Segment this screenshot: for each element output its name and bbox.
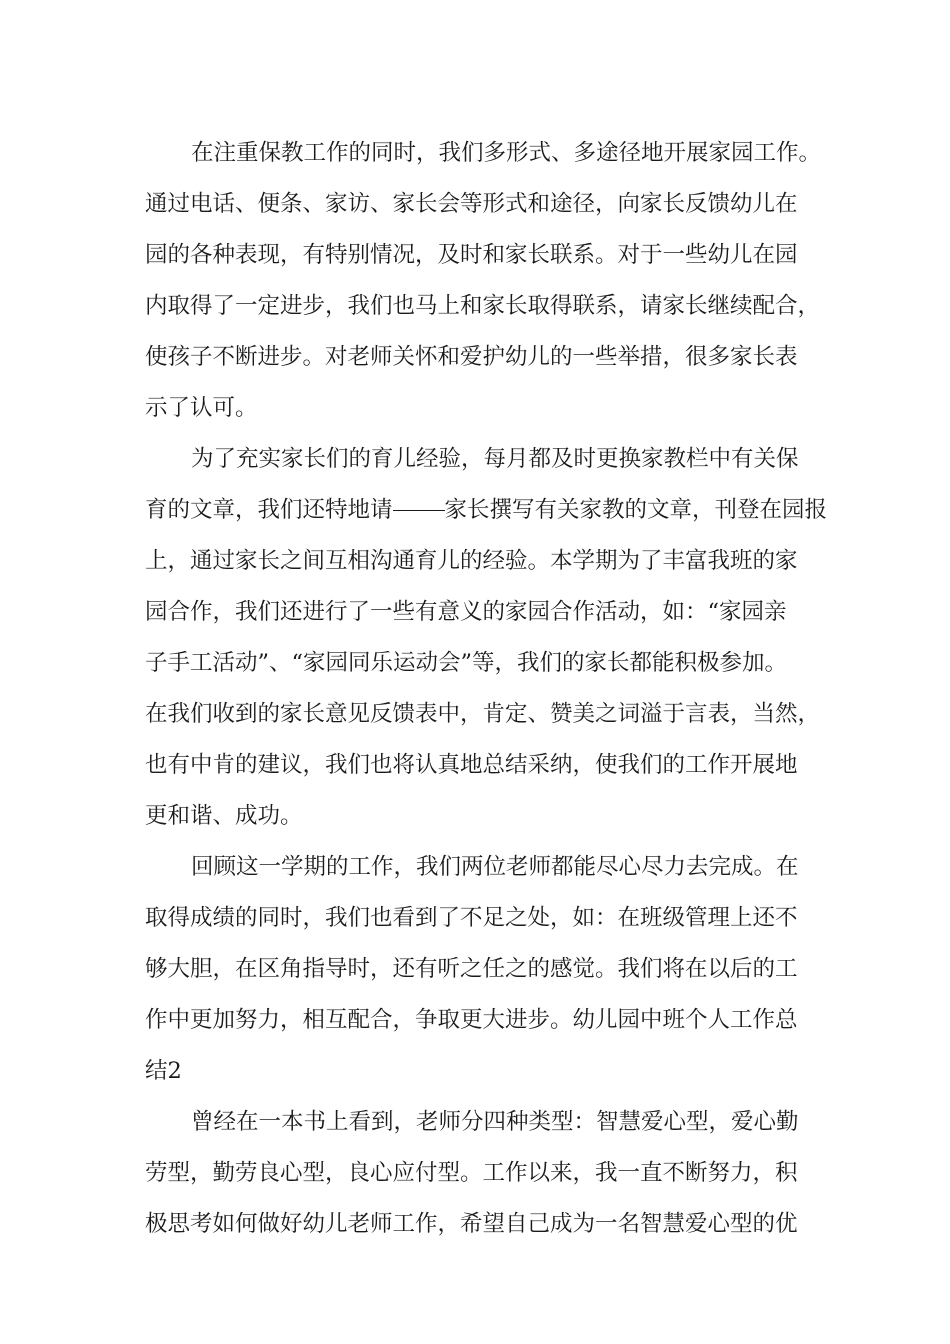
text-line: 也有中肯的建议，我们也将认真地总结采纳，使我们的工作开展地 xyxy=(145,752,798,778)
text-line: 在注重保教工作的同时，我们多形式、多途径地开展家园工作。 xyxy=(191,140,822,166)
fill-in-blank xyxy=(393,509,445,511)
text-line: 子手工活动”、“家园同乐运动会”等，我们的家长都能积极参加。 xyxy=(145,650,788,676)
text-line: 园的各种表现，有特别情况，及时和家长联系。对于一些幼儿在园 xyxy=(145,242,798,268)
text-line: 为了充实家长们的育儿经验，每月都及时更换家教栏中有关保 xyxy=(191,446,799,472)
text-segment: 育的文章，我们还特地请 xyxy=(145,497,393,523)
text-line: 在我们收到的家长意见反馈表中，肯定、赞美之词溢于言表，当然， xyxy=(145,701,821,727)
text-line: 取得成绩的同时，我们也看到了不足之处，如：在班级管理上还不 xyxy=(145,905,798,931)
text-line: 极思考如何做好幼儿老师工作，希望自己成为一名智慧爱心型的优 xyxy=(145,1211,798,1237)
document-body xyxy=(145,128,835,1250)
paragraph-semester-review xyxy=(145,842,835,1097)
text-line: 曾经在一本书上看到，老师分四种类型：智慧爱心型，爱心勤 xyxy=(191,1109,799,1135)
paragraph-home-school-work xyxy=(145,128,835,434)
text-line: 够大胆，在区角指导时，还有听之任之的感觉。我们将在以后的工 xyxy=(145,956,798,982)
text-line: 劳型，勤劳良心型，良心应付型。工作以来，我一直不断努力，积 xyxy=(145,1160,798,1186)
text-line: 园合作，我们还进行了一些有意义的家园合作活动，如：“家园亲 xyxy=(145,599,787,625)
text-line: 结2 xyxy=(145,1058,182,1084)
text-line-with-blank xyxy=(145,485,835,536)
paragraph-parenting-experience xyxy=(145,434,835,842)
paragraph-teacher-types xyxy=(145,1097,835,1250)
text-segment: 家长撰写有关家教的文章，刊登在园报 xyxy=(444,497,828,523)
text-line: 作中更加努力，相互配合，争取更大进步。幼儿园中班个人工作总 xyxy=(145,1007,798,1033)
text-line: 使孩子不断进步。对老师关怀和爱护幼儿的一些举措，很多家长表 xyxy=(145,344,798,370)
text-line: 内取得了一定进步，我们也马上和家长取得联系，请家长继续配合， xyxy=(145,293,821,319)
text-line: 回顾这一学期的工作，我们两位老师都能尽心尽力去完成。在 xyxy=(191,854,799,880)
text-line: 上，通过家长之间互相沟通育儿的经验。本学期为了丰富我班的家 xyxy=(145,548,798,574)
text-line: 更和谐、成功。 xyxy=(145,803,303,829)
text-line: 通过电话、便条、家访、家长会等形式和途径，向家长反馈幼儿在 xyxy=(145,191,798,217)
text-line: 示了认可。 xyxy=(145,395,258,421)
